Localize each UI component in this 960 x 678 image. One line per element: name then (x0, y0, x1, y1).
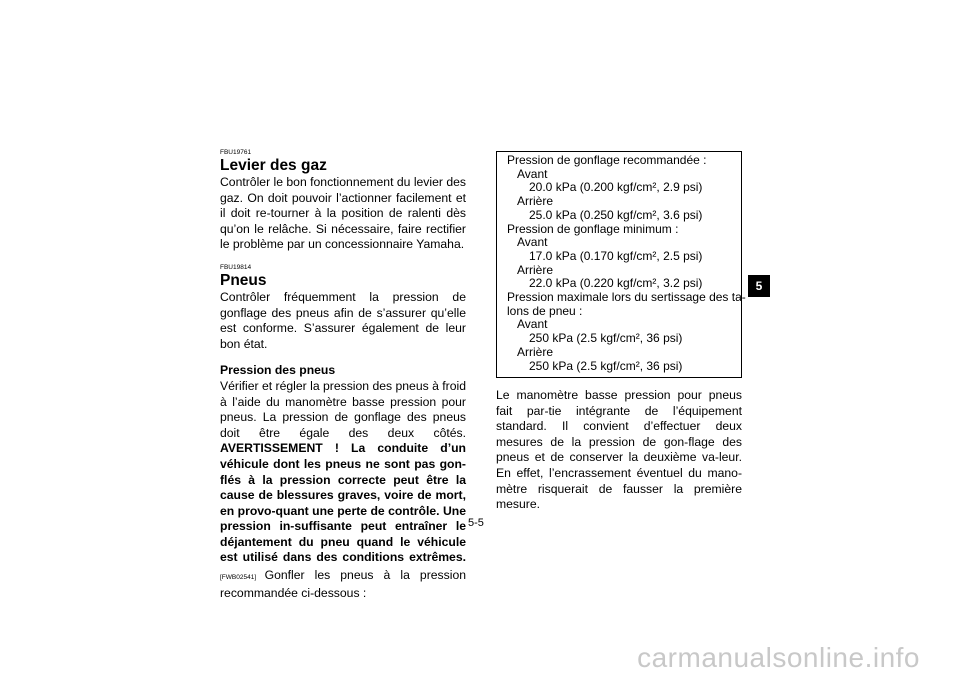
section-code: FBU19761 (220, 149, 252, 156)
spec-line: 250 kPa (2.5 kgf/cm², 36 psi) (529, 358, 683, 373)
spec-line: lons de pneu : (507, 303, 583, 318)
subsection-end: Gonfler les pneus à la pression recommandée ci-dessous : (220, 568, 466, 600)
left-column (220, 149, 466, 601)
section-title-throttle: Levier des gaz (220, 157, 327, 174)
spec-box (496, 151, 746, 378)
right-paragraph: Le manomètre basse pression pour pneus fait par-tie intégrante de l’équipement standard. Il convient d’effectuer deux mesures de la pression de gon-flage des pneus et de conserver la deuxième va-leur. En effet, l’encrassement éventuel du mano-mètre risquerait de fausser la première mesure. (496, 388, 742, 512)
spec-line: Arrière (517, 262, 554, 277)
right-column (496, 151, 746, 513)
spec-line: 17.0 kPa (0.170 kgf/cm², 2.5 psi) (529, 248, 703, 263)
warning-text: AVERTISSEMENT ! La conduite d’un véhicule dont les pneus ne sont pas gon-flés à la pression correcte peut être la cause de blessures graves, voire de mort, en provo-quant une perte de contrôle. Une pression in-suffisante peut entraîner le déjantement du pneu quand le véhicule est utilisé dans des conditions extrêmes. (220, 441, 466, 565)
spec-line: Pression de gonflage recommandée : (507, 153, 707, 167)
subsection-body (220, 379, 466, 601)
spec-line: Pression de gonflage minimum : (507, 221, 679, 236)
spec-line: 250 kPa (2.5 kgf/cm², 36 psi) (529, 331, 683, 346)
spec-line: Avant (517, 166, 548, 181)
section-body-tires: Contrôler fréquemment la pression de gonflage des pneus afin de s’assurer qu’elle est conforme. S’assurer également de leur bon état. (220, 289, 466, 351)
subsection-title: Pression des pneus (220, 363, 336, 378)
subsection-intro: Vérifier et régler la pression des pneus à froid à l’aide du manomètre basse pression pour pneus. La pression de gonflage des pneus doit être égale des deux côtés. (220, 378, 466, 440)
chapter-tab: 5 (748, 275, 770, 297)
warning-code: [FWB02541] (220, 574, 265, 582)
spec-line: Avant (517, 317, 548, 332)
spec-line: 25.0 kPa (0.250 kgf/cm², 3.6 psi) (529, 207, 703, 222)
spec-line: Avant (517, 235, 548, 250)
spec-line: Arrière (517, 344, 554, 359)
spec-line: 22.0 kPa (0.220 kgf/cm², 3.2 psi) (529, 276, 703, 291)
section-code: FBU19814 (220, 263, 252, 271)
spec-line: 20.0 kPa (0.200 kgf/cm², 2.9 psi) (529, 180, 703, 195)
section-body-throttle: Contrôler le bon fonctionnement du levier des gaz. On doit pouvoir l’actionner facilement et il doit re-tourner à la position de ralenti dès qu’on le relâche. Si nécessaire, faire rectifier le problème par un concessionnaire Yamaha. (220, 175, 466, 252)
watermark: carmanualsonline.info (637, 642, 920, 673)
spec-line: Pression maximale lors du sertissage des ta- (507, 290, 746, 305)
spec-line: Arrière (517, 194, 554, 209)
page-number: 5-5 (468, 517, 484, 529)
section-title-tires: Pneus (220, 271, 267, 289)
